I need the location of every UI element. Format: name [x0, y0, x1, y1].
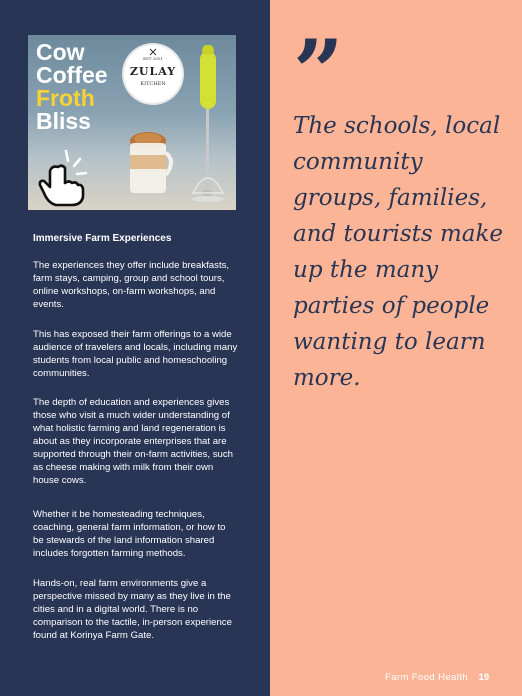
ad-headline-line: Cow	[36, 39, 85, 65]
publication-name: Farm Food Health	[385, 672, 468, 683]
body-paragraph: Whether it be homesteading techniques, coaching, general farm information, or how to be stewards of the land information shared includes forgotten farming methods.	[33, 509, 226, 559]
quote-mark-icon: ”	[293, 20, 344, 124]
milk-frother-illustration	[188, 43, 228, 203]
page-footer	[385, 672, 515, 683]
brand-logo-year: EST 2011	[143, 56, 163, 61]
ad-headline	[36, 41, 108, 133]
body-paragraph: Hands-on, real farm environments give a perspective missed by many as they live in the cities and in a digital world. There is no comparison to the tactile, in-person experience found at Korinya Farm Gate.	[33, 578, 232, 641]
ad-headline-line: Coffee	[36, 62, 108, 88]
ad-headline-line: Bliss	[36, 108, 91, 134]
body-paragraph: This has exposed their farm offerings to a wide audience of travelers and locals, including many students from local public and homeschooling communities.	[33, 329, 238, 379]
body-paragraph: The experiences they offer include breakfasts, farm stays, camping, group and school tours, online workshops, on-farm workshops, and events.	[33, 260, 230, 310]
body-paragraph: The depth of education and experiences gives those who visit a much wider understanding of what holistic farming and land regeneration is about as they incorporate enterprises that are supported through their on-farm activities, such as cheese making with milk from their own house cows.	[33, 397, 233, 486]
ad-image[interactable]	[28, 35, 236, 210]
page-number: 19	[478, 672, 490, 683]
pointing-hand-icon	[36, 147, 94, 207]
brand-logo-name: ZULAY	[129, 65, 177, 78]
ad-headline-line: Froth	[36, 85, 95, 111]
section-heading: Immersive Farm Experiences	[33, 233, 172, 244]
utensil-icon	[148, 48, 158, 56]
brand-logo-subtitle: KITCHEN	[140, 81, 166, 87]
coffee-mug-illustration	[124, 131, 174, 197]
pull-quote: The schools, local community groups, families, and tourists make up the many parties of people wanting to learn more.	[293, 113, 504, 391]
brand-logo	[124, 45, 182, 103]
